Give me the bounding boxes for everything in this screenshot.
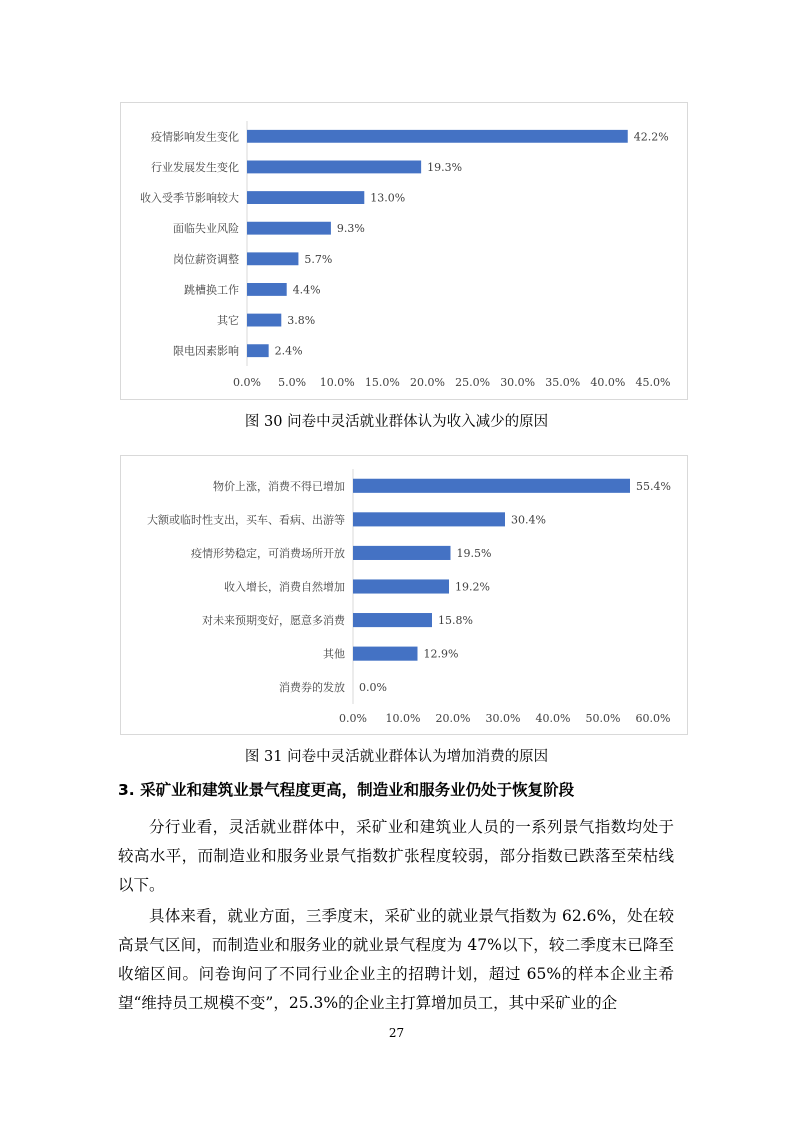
category-label: 疫情影响发生变化 [151,130,239,144]
bar [353,479,630,493]
category-label: 物价上涨，消费不得已增加 [213,479,345,493]
bar [247,130,628,143]
data-label: 55.4% [636,479,671,493]
bar [353,613,432,627]
category-label: 收入增长，消费自然增加 [224,580,345,594]
x-tick-label: 30.0% [500,376,536,389]
chart2-svg [121,456,687,734]
category-label: 面临失业风险 [173,222,239,236]
category-label: 跳槽换工作 [184,283,239,297]
bar [353,546,451,560]
x-tick-label: 45.0% [635,376,671,389]
bar [247,222,331,235]
x-tick-label: 30.0% [485,712,521,725]
data-label: 3.8% [287,314,316,328]
data-label: 19.5% [456,546,492,560]
x-tick-label: 50.0% [585,712,621,725]
bar [353,512,505,526]
paragraph-1: 分行业看，灵活就业群体中，采矿业和建筑业人员的一系列景气指数均处于较高水平，而制造业和服务业景气指数扩张程度较弱，部分指数已跌落至荣枯线以下。 [118,818,674,894]
x-tick-label: 10.0% [319,376,355,389]
x-tick-label: 15.0% [364,376,400,389]
section-heading: 3. 采矿业和建筑业景气程度更高，制造业和服务业仍处于恢复阶段 [118,781,575,799]
chart-consumption-increase-reasons [120,455,688,735]
x-tick-label: 35.0% [545,376,581,389]
x-tick-label: 25.0% [455,376,491,389]
bar [247,161,421,174]
chart-income-decrease-reasons [120,102,688,400]
category-label: 大额或临时性支出，买车、看病、出游等 [147,513,345,527]
data-label: 0.0% [359,681,387,695]
data-label: 5.7% [304,252,333,266]
category-label: 岗位薪资调整 [173,252,239,266]
x-tick-label: 20.0% [435,712,471,725]
category-label: 其他 [323,647,345,661]
data-label: 4.4% [292,283,321,297]
x-tick-label: 10.0% [385,712,421,725]
data-label: 42.2% [633,130,669,144]
x-tick-label: 20.0% [409,376,445,389]
bar [247,344,269,357]
x-tick-label: 40.0% [590,376,626,389]
x-tick-label: 40.0% [535,712,571,725]
category-label: 收入受季节影响较大 [140,191,239,205]
figure-31-caption: 图 31 问卷中灵活就业群体认为增加消费的原因 [244,749,549,765]
bar [247,314,281,327]
x-tick-label: 5.0% [278,376,307,389]
category-label: 其它 [217,314,239,328]
chart1-svg [121,103,687,399]
data-label: 9.3% [336,222,365,236]
category-label: 疫情形势稳定，可消费场所开放 [191,546,345,560]
bar [353,647,418,661]
data-label: 13.0% [370,191,406,205]
data-label: 19.3% [427,160,463,174]
category-label: 限电因素影响 [173,344,239,358]
category-label: 对未来预期变好，愿意多消费 [202,614,345,628]
category-label: 行业发展发生变化 [151,160,239,174]
bar [247,252,298,265]
data-label: 30.4% [511,513,546,527]
x-tick-label: 0.0% [339,712,367,725]
paragraph-2: 具体来看，就业方面，三季度末，采矿业的就业景气指数为 62.6%，处在较高景气区间，而制造业和服务业的就业景气程度为 47%以下，较二季度末已降至收缩区间。问卷询问了不同行业企业主的招聘计划，超过 65%的样本企业主希望“维持员工规模不变”，25.3%的企业主打算增加员工，其中采矿业的企 [118,907,674,1012]
figure-30-caption: 图 30 问卷中灵活就业群体认为收入减少的原因 [244,414,549,430]
bar [247,191,364,204]
x-tick-label: 0.0% [233,376,261,389]
data-label: 15.8% [438,614,473,628]
x-tick-label: 60.0% [635,712,671,725]
bar [353,579,449,593]
category-label: 消费券的发放 [279,681,345,695]
page-number: 27 [388,1026,405,1040]
data-label: 12.9% [423,647,459,661]
data-label: 2.4% [274,344,303,358]
data-label: 19.2% [455,580,490,594]
bar [247,283,287,296]
